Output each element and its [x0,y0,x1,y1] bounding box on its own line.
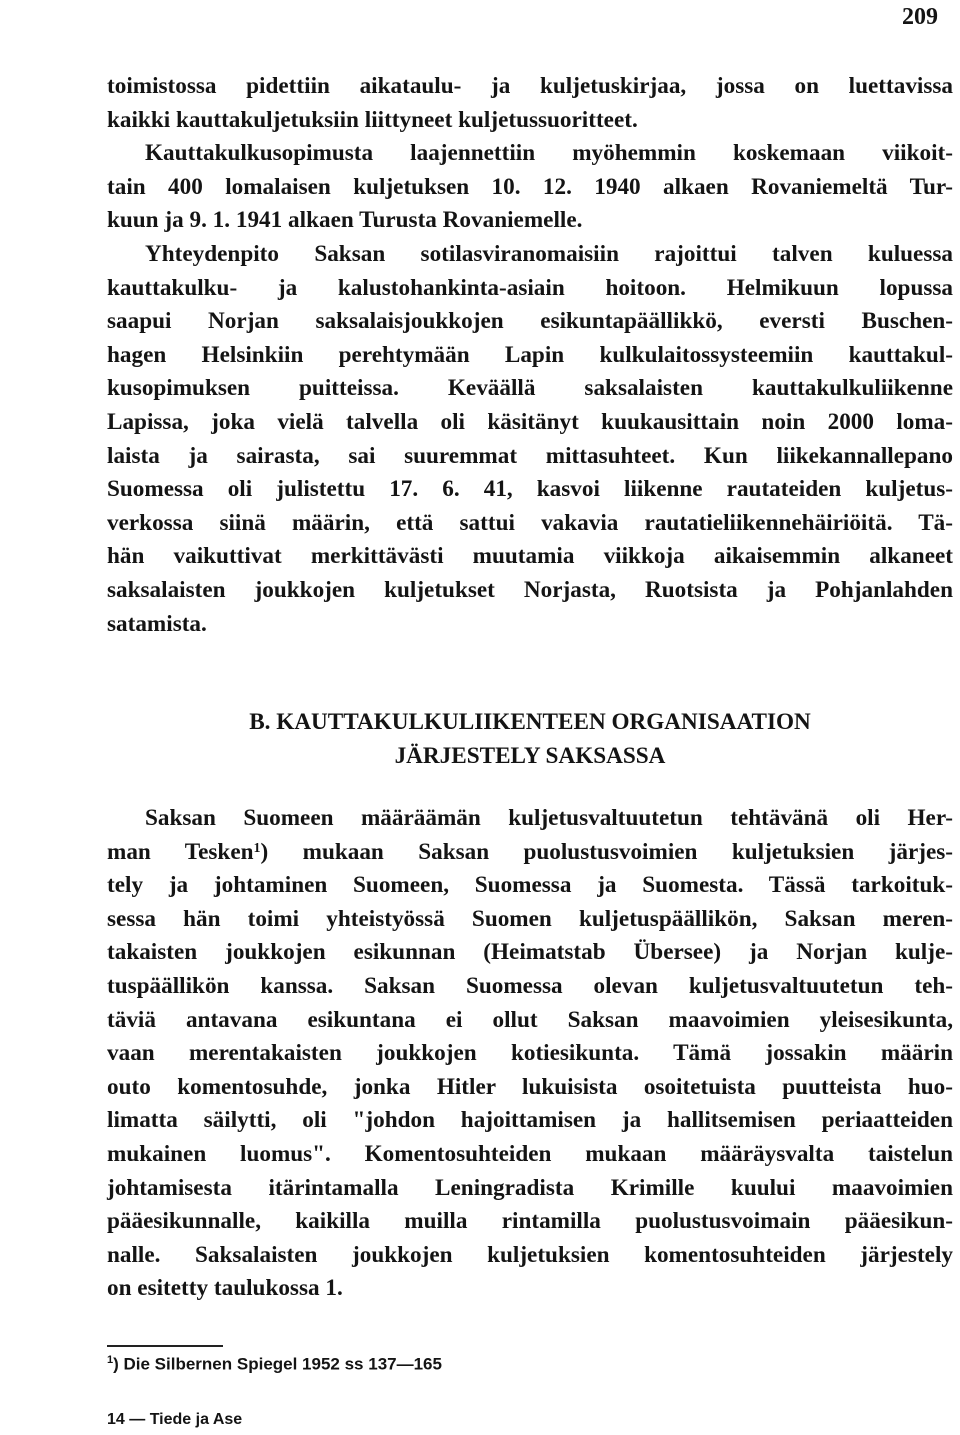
text-line: sessa hän toimi yhteistyössä Suomen kuljetuspäällikön, Saksan meren- [107,905,953,932]
text-line: täviä antavana esikuntana ei ollut Saksan maavoimien yleisesikunta, [107,1006,953,1033]
text-line [107,836,953,870]
text-line: toimistossa pidettiin aikataulu- ja kuljetuskirjaa, jossa on luettavissa [107,73,953,99]
text-line: kauttakulku- ja kalustohankinta-asiain hoitoon. Helmikuun lopussa [107,274,953,301]
text-line: kuun ja 9. 1. 1941 alkaen Turusta Rovaniemelle. [107,207,583,234]
section-heading [107,705,953,773]
text-line: takaisten joukkojen esikunnan (Heimatstab Übersee) ja Norjan kulje- [107,939,953,966]
text-line: satamista. [107,610,207,637]
text-fragment: man Tesken [107,838,254,865]
body-text-section-b [107,802,953,1306]
text-line: Yhteydenpito Saksan sotilasviranomaisiin rajoittui talven kuluessa [145,240,953,267]
text-line: hagen Helsinkiin perehtymään Lapin kulkulaitossysteemiin kauttakul- [107,341,953,368]
text-line: tely ja johtaminen Suomeen, Suomessa ja Suomesta. Tässä tarkoituk- [107,872,953,899]
text-line: johtamisesta itärintamalla Leningradista Krimille kuului maavoimien [107,1174,953,1201]
text-line: kusopimuksen puitteissa. Keväällä saksalaisten kauttakulkuliikenne [107,375,953,402]
text-line: on esitetty taulukossa 1. [107,1275,343,1302]
text-line: vaan merentakaisten joukkojen kotiesikunta. Tämä jossakin määrin [107,1040,953,1067]
text-line: tain 400 lomalaisen kuljetuksen 10. 12. 1940 alkaen Rovaniemeltä Tur- [107,173,953,200]
text-line: limatta säilytti, oli "johdon hajoittamisen ja hallitsemisen periaatteiden [107,1107,953,1134]
text-line: hän vaikuttivat merkittävästi muutamia viikkoja aikaisemmin alkaneet [107,543,953,570]
text-line: outo komentosuhde, jonka Hitler lukuisista osoitetuista puutteista huo- [107,1073,953,1100]
footnote [107,1354,442,1375]
section-heading-line1: B. KAUTTAKULKULIIKENTEEN ORGANISAATION [249,709,811,735]
text-line: Lapissa, joka vielä talvella oli käsitänyt kuukausittain noin 2000 loma- [107,408,953,435]
footnote-text: ) Die Silbernen Spiegel 1952 ss 137—165 [113,1354,442,1374]
text-line: saksalaisten joukkojen kuljetukset Norjasta, Ruotsista ja Pohjanlahden [107,576,953,603]
text-line: tuspäällikön kanssa. Saksan Suomessa olevan kuljetusvaltuutetun teh- [107,972,953,999]
text-line: Kauttakulkusopimusta laajennettiin myöhemmin koskemaan viikoit- [145,140,953,167]
footnote-divider [107,1345,223,1347]
text-line: Suomessa oli julistettu 17. 6. 41, kasvoi liikenne rautateiden kuljetus- [107,476,953,503]
text-line: kaikki kauttakuljetuksiin liittyneet kuljetussuoritteet. [107,106,638,133]
section-heading-line2: JÄRJESTELY SAKSASSA [394,743,666,769]
text-line: saapui Norjan saksalaisjoukkojen esikuntapäällikkö, eversti Buschen- [107,308,953,335]
footnote-marker: 1 [107,1354,114,1366]
text-line: laista ja sairasta, sai suuremmat mittasuhteet. Kun liikekannallepano [107,442,953,469]
signature-line: 14 — Tiede ja Ase [107,1411,243,1428]
text-line: Saksan Suomeen määräämän kuljetusvaltuutetun tehtävänä oli Her- [145,805,953,831]
text-line: mukainen luomus". Komentosuhteiden mukaan määräysvalta taistelun [107,1140,953,1167]
body-text [107,70,953,641]
text-line: verkossa siinä määrin, että sattui vakavia rautatieliikennehäiriöitä. Tä- [107,509,953,536]
page-number: 209 [902,4,938,30]
text-line: pääesikunnalle, kaikilla muilla rintamilla puolustusvoimain pääesikun- [107,1208,953,1235]
text-fragment: ) mukaan Saksan puolustusvoimien kuljetuksien järjes- [260,838,953,865]
footnote-reference: 1 [253,840,261,856]
text-line: nalle. Saksalaisten joukkojen kuljetuksien komentosuhteiden järjestely [107,1241,953,1268]
